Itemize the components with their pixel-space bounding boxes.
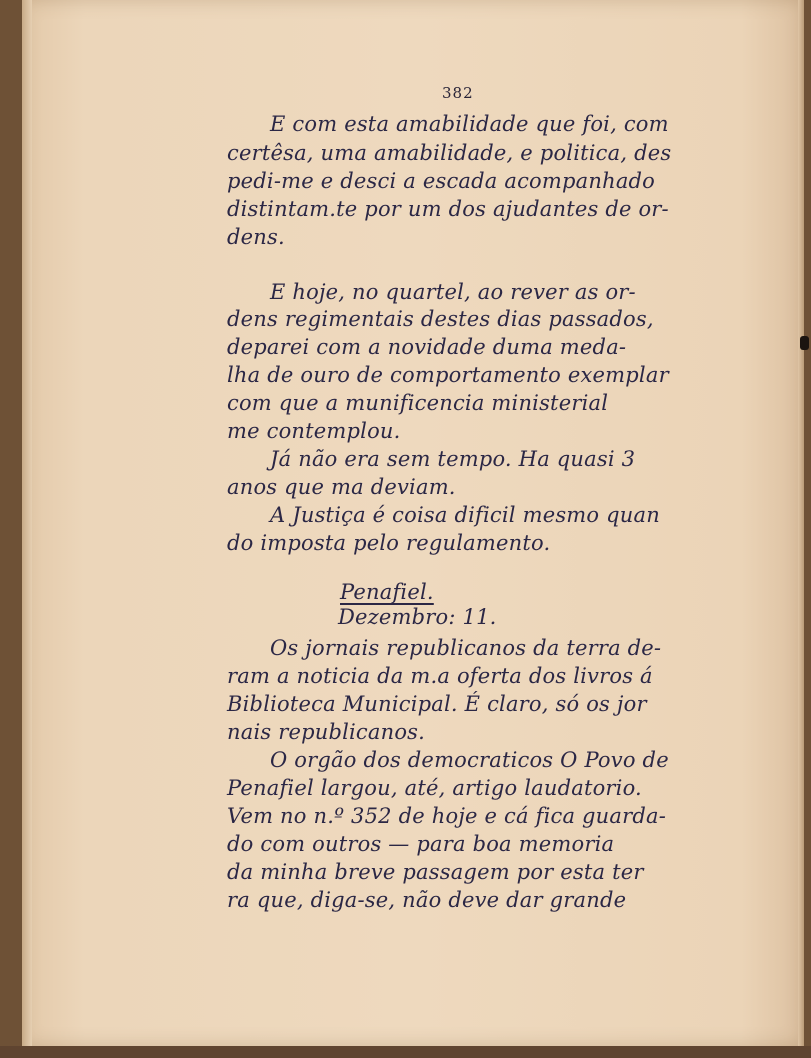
page-bottom-shadow xyxy=(0,1046,811,1058)
text-line: E com esta amabilidade que foi, com xyxy=(270,112,669,136)
text-line: Vem no n.º 352 de hoje e cá fica guarda- xyxy=(227,804,667,828)
text-line: da minha breve passagem por esta ter xyxy=(227,860,644,884)
manuscript-page xyxy=(22,0,804,1046)
text-line: E hoje, no quartel, ao rever as or- xyxy=(270,280,636,304)
text-line: ra que, diga-se, não deve dar grande xyxy=(227,888,627,912)
text-line: lha de ouro de comportamento exemplar xyxy=(227,363,669,387)
text-line: Penafiel largou, até, artigo laudatorio. xyxy=(227,776,642,800)
text-line: O orgão dos democraticos O Povo de xyxy=(270,748,669,772)
text-line: com que a munificencia ministerial xyxy=(227,391,609,415)
text-line: distintam.te por um dos ajudantes de or- xyxy=(227,197,669,221)
date-heading: Dezembro: 11. xyxy=(338,605,497,629)
text-line: certêsa, uma amabilidade, e politica, des xyxy=(227,141,672,165)
page-edge-left xyxy=(22,0,32,1046)
text-line: nais republicanos. xyxy=(227,720,426,744)
text-line: do imposta pelo regulamento. xyxy=(227,531,551,555)
text-line: ram a noticia da m.a oferta dos livros á xyxy=(227,664,653,688)
text-line: pedi-me e desci a escada acompanhado xyxy=(227,169,656,193)
text-line: dens regimentais destes dias passados, xyxy=(227,307,654,331)
text-line: A Justiça é coisa dificil mesmo quan xyxy=(270,503,660,527)
page-number: 382 xyxy=(442,84,474,102)
text-line: me contemplou. xyxy=(227,419,401,443)
section-heading: Penafiel. xyxy=(340,580,434,604)
text-line: Os jornais republicanos da terra de- xyxy=(270,636,662,660)
text-line: do com outros — para boa memoria xyxy=(227,832,615,856)
text-line: Biblioteca Municipal. É claro, só os jor xyxy=(227,692,647,716)
text-line: anos que ma deviam. xyxy=(227,475,456,499)
text-line: dens. xyxy=(227,225,285,249)
text-line: Já não era sem tempo. Ha quasi 3 xyxy=(270,447,636,471)
binding-mark xyxy=(800,336,809,350)
text-line: deparei com a novidade duma meda- xyxy=(227,335,627,359)
page-edge-right xyxy=(798,0,804,1046)
